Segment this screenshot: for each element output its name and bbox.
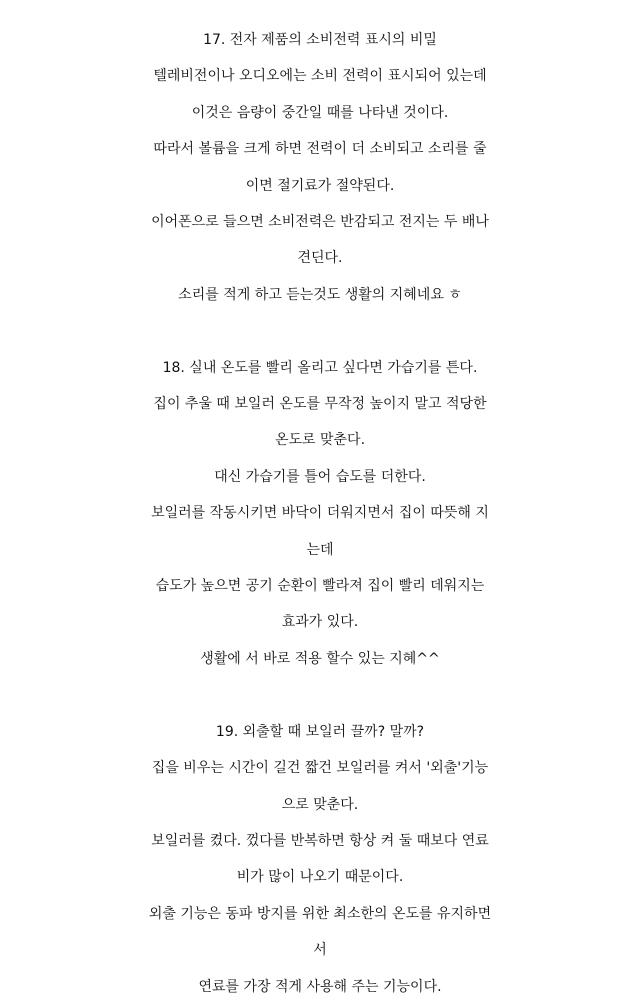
text-line: 소리를 적게 하고 듣는것도 생활의 지혜네요 ㅎ xyxy=(178,286,462,303)
text-line: 집을 비우는 시간이 길건 짧건 보일러를 켜서 '외출'기능 xyxy=(151,760,489,777)
section-title: 19. 외출할 때 보일러 끌까? 말까? xyxy=(215,723,425,740)
text-line: 이면 절기료가 절약된다. xyxy=(245,177,395,194)
section-gap xyxy=(0,313,640,349)
text-line: 대신 가습기를 틀어 습도를 더한다. xyxy=(214,468,426,485)
text-line: 따라서 볼륨을 크게 하면 전력이 더 소비되고 소리를 줄 xyxy=(153,141,487,158)
text-line: 이어폰으로 들으면 소비전력은 반감되고 전지는 두 배나 xyxy=(151,214,489,231)
text-line: 서 xyxy=(313,942,327,959)
text-line: 으로 맞춘다. xyxy=(281,796,359,813)
section-gap xyxy=(0,677,640,713)
text-line: 텔레비전이나 오디오에는 소비 전력이 표시되어 있는데 xyxy=(153,68,487,85)
section-17 xyxy=(0,22,640,313)
text-line: 연료를 가장 적게 사용해 주는 기능이다. xyxy=(198,978,442,995)
text-line: 보일러를 작동시키면 바닥이 더워지면서 집이 따뜻해 지 xyxy=(151,505,489,522)
text-line: 견딘다. xyxy=(297,250,343,267)
text-line: 생활에 서 바로 적용 할수 있는 지혜^^ xyxy=(200,650,440,667)
section-title: 18. 실내 온도를 빨리 올리고 싶다면 가습기를 튼다. xyxy=(162,359,478,376)
text-line: 온도로 맞춘다. xyxy=(274,432,366,449)
document-body xyxy=(0,22,640,1005)
text-line: 집이 추울 때 보일러 온도를 무작정 높이지 말고 적당한 xyxy=(153,396,487,413)
section-18 xyxy=(0,350,640,678)
text-line: 는데 xyxy=(306,541,334,558)
text-line: 비가 많이 나오기 때문이다. xyxy=(236,869,404,886)
text-line: 보일러를 켰다. 껐다를 반복하면 항상 켜 둘 때보다 연료 xyxy=(151,832,489,849)
text-line: 이것은 음량이 중간일 때를 나타낸 것이다. xyxy=(191,104,449,121)
text-line: 습도가 높으면 공기 순환이 빨라져 집이 빨리 데워지는 xyxy=(155,578,485,595)
text-line: 외출 기능은 동파 방지를 위한 최소한의 온도를 유지하면 xyxy=(148,905,492,922)
text-line: 효과가 있다. xyxy=(281,614,359,631)
section-19 xyxy=(0,714,640,1005)
section-title: 17. 전자 제품의 소비전력 표시의 비밀 xyxy=(203,32,437,48)
